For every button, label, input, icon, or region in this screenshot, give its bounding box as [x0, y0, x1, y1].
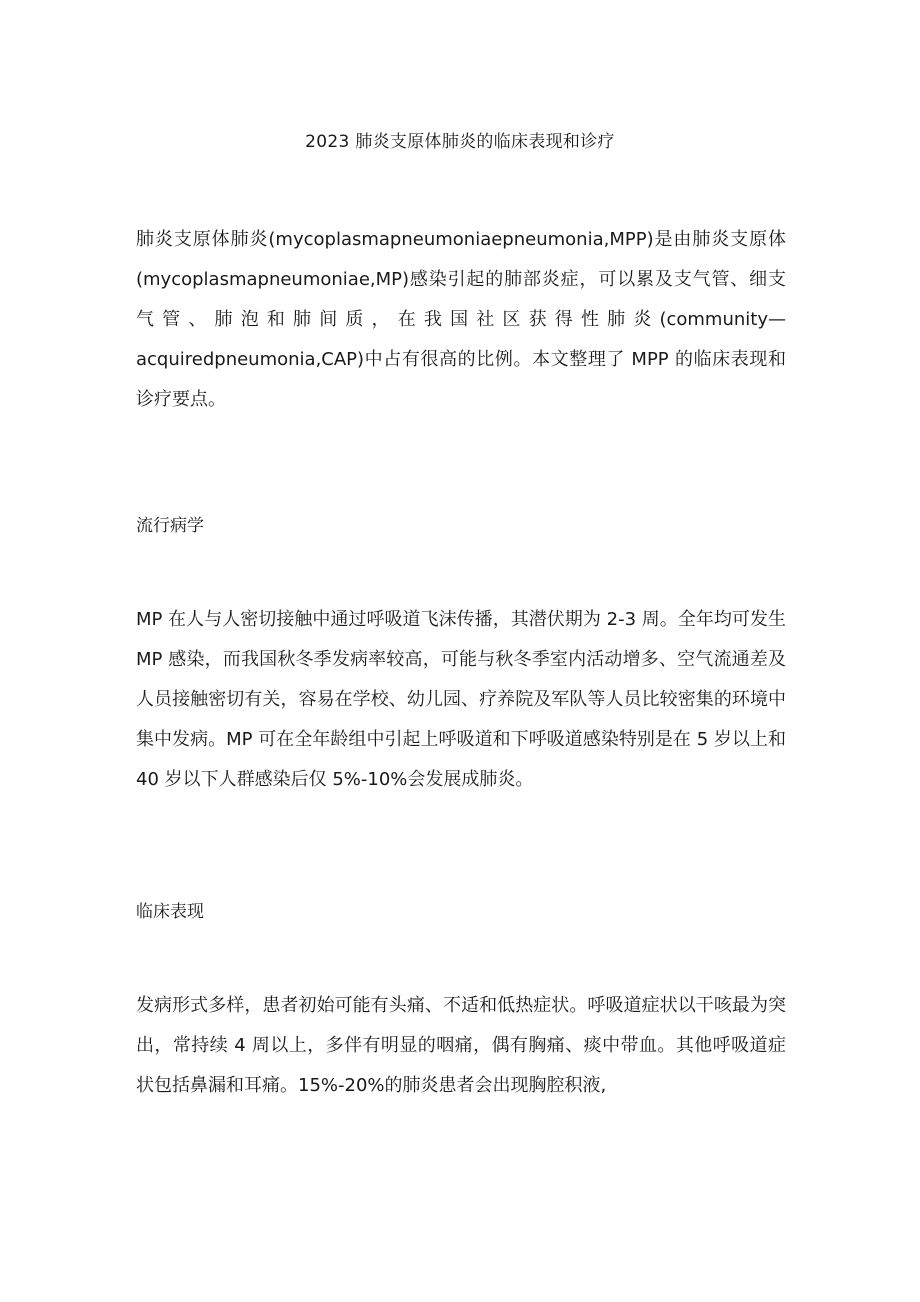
- section-body-epidemiology: MP 在人与人密切接触中通过呼吸道飞沫传播，其潜伏期为 2-3 周。全年均可发生 MP 感染，而我国秋冬季发病率较高，可能与秋冬季室内活动增多、空气流通差及人员接触密切有关，容易在学校、幼儿园、疗养院及军队等人员比较密集的环境中集中发病。MP 可在全年龄组中引起上呼吸道和下呼吸道感染特别是在 5 岁以上和 40 岁以下人群感染后仅 5%-10%会发展成肺炎。: [136, 609, 786, 790]
- section-heading-epidemiology: 流行病学: [136, 516, 204, 536]
- section-body-clinical: 发病形式多样，患者初始可能有头痛、不适和低热症状。呼吸道症状以干咳最为突出，常持续 4 周以上，多伴有明显的咽痛，偶有胸痛、痰中带血。其他呼吸道症状包括鼻漏和耳痛。15%-20%的肺炎患者会出现胸腔积液,: [136, 995, 786, 1096]
- section-heading-clinical: 临床表现: [136, 902, 204, 922]
- document-title: 2023 肺炎支原体肺炎的临床表现和诊疗: [305, 132, 615, 152]
- intro-paragraph: 肺炎支原体肺炎(mycoplasmapneumoniaepneumonia,MPP)是由肺炎支原体(mycoplasmapneumoniae,MP)感染引起的肺部炎症，可以累及支气管、细支气管、肺泡和肺间质，在我国社区获得性肺炎(community—acquiredpneumonia,CAP)中占有很高的比例。本文整理了 MPP 的临床表现和诊疗要点。: [136, 229, 786, 410]
